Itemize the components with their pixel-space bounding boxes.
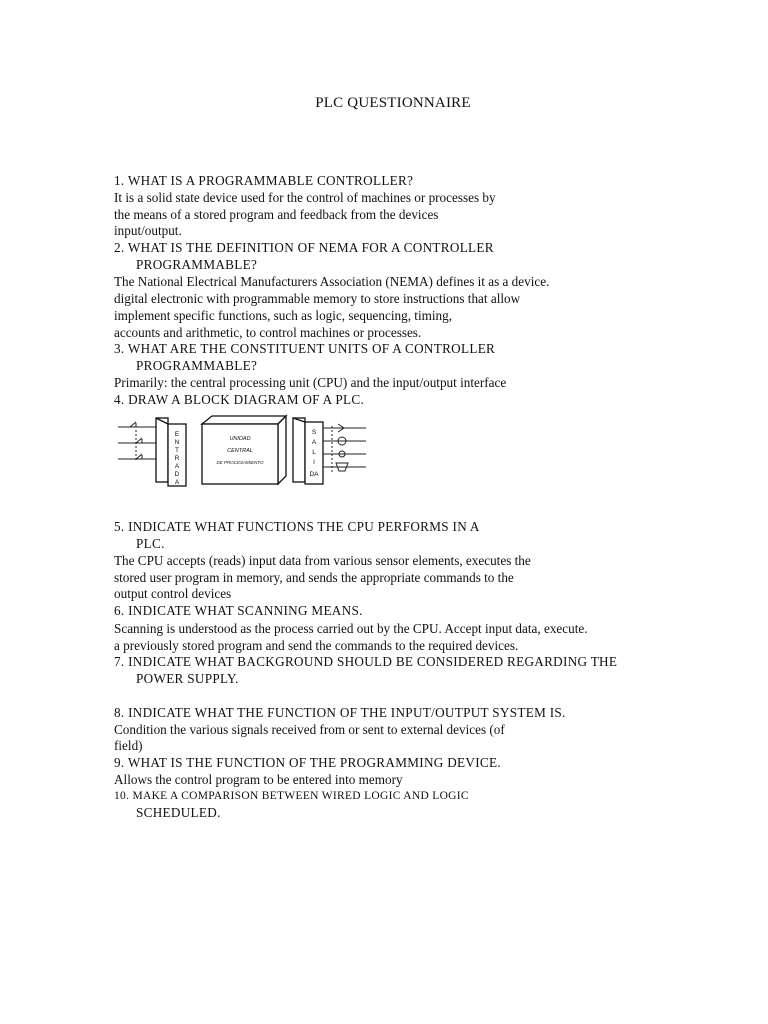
answer-1-line-2: the means of a stored program and feedback from the devices: [114, 207, 439, 222]
answer-2-line-2: digital electronic with programmable memory to store instructions that allow: [114, 291, 521, 306]
answer-5-line-1: The CPU accepts (reads) input data from various sensor elements, executes the: [114, 553, 531, 568]
output-label-char: DA: [309, 471, 319, 478]
question-5-line-1: 5. INDICATE WHAT FUNCTIONS THE CPU PERFORMS IN A: [114, 519, 480, 534]
answer-1-line-1: It is a solid state device used for the control of machines or processes by: [114, 190, 496, 205]
input-label-char: R: [174, 455, 180, 462]
question-6: 6. INDICATE WHAT SCANNING MEANS.: [114, 603, 363, 618]
question-2-line-2: PROGRAMMABLE?: [136, 257, 258, 272]
question-10-line-1: 10. MAKE A COMPARISON BETWEEN WIRED LOGIC AND LOGIC: [114, 790, 469, 802]
input-module: [156, 418, 186, 486]
question-7-line-2: POWER SUPPLY.: [136, 671, 239, 686]
answer-2-line-3: implement specific functions, such as logic, sequencing, timing,: [114, 308, 453, 323]
output-label-char: L: [312, 449, 316, 456]
answer-2-line-4: accounts and arithmetic, to control machines or processes.: [114, 325, 422, 340]
answer-2-line-1: The National Electrical Manufacturers Association (NEMA) defines it as a device.: [114, 274, 550, 289]
question-10-line-2: SCHEDULED.: [136, 805, 221, 820]
answer-3-line-1: Primarily: the central processing unit (CPU) and the input/output interface: [114, 375, 507, 390]
output-wires: [323, 424, 366, 474]
answer-8-line-1: Condition the various signals received from or sent to external devices (of: [114, 722, 505, 737]
answer-6-line-1: Scanning is understood as the process carried out by the CPU. Accept input data, execute.: [114, 621, 588, 636]
input-label-char: T: [175, 447, 179, 454]
question-8: 8. INDICATE WHAT THE FUNCTION OF THE INPUT/OUTPUT SYSTEM IS.: [114, 705, 566, 720]
page-title: PLC QUESTIONNAIRE: [315, 95, 471, 111]
question-3-line-2: PROGRAMMABLE?: [136, 358, 258, 373]
plc-block-diagram: [116, 408, 376, 488]
question-4: 4. DRAW A BLOCK DIAGRAM OF A PLC.: [114, 392, 365, 407]
input-label-char: D: [174, 471, 180, 478]
input-label-char: N: [174, 439, 180, 446]
output-label-char: A: [311, 439, 317, 446]
question-1: 1. WHAT IS A PROGRAMMABLE CONTROLLER?: [114, 173, 414, 188]
output-label-char: S: [311, 429, 317, 436]
input-label-char: E: [174, 431, 180, 438]
input-label-char: A: [174, 479, 180, 486]
input-label-char: A: [174, 463, 180, 470]
question-2-line-1: 2. WHAT IS THE DEFINITION OF NEMA FOR A CONTROLLER: [114, 240, 494, 255]
answer-5-line-3: output control devices: [114, 586, 232, 601]
question-7-line-1: 7. INDICATE WHAT BACKGROUND SHOULD BE CONSIDERED REGARDING THE: [114, 654, 618, 669]
output-label-char: I: [313, 459, 315, 466]
answer-5-line-2: stored user program in memory, and sends the appropriate commands to the: [114, 570, 514, 585]
answer-9-line-1: Allows the control program to be entered into memory: [114, 772, 403, 787]
question-3-line-1: 3. WHAT ARE THE CONSTITUENT UNITS OF A CONTROLLER: [114, 341, 496, 356]
answer-8-line-2: field): [114, 738, 143, 753]
question-9: 9. WHAT IS THE FUNCTION OF THE PROGRAMMING DEVICE.: [114, 755, 501, 770]
cpu-label-line-3: DE PROCESAMIENTO: [216, 460, 264, 465]
answer-6-line-2: a previously stored program and send the commands to the required devices.: [114, 638, 519, 653]
answer-1-line-3: input/output.: [114, 223, 182, 238]
cpu-label-line-1: UNIDAD: [229, 436, 251, 442]
question-5-line-2: PLC.: [136, 536, 165, 551]
cpu-label-line-2: CENTRAL: [227, 448, 253, 454]
